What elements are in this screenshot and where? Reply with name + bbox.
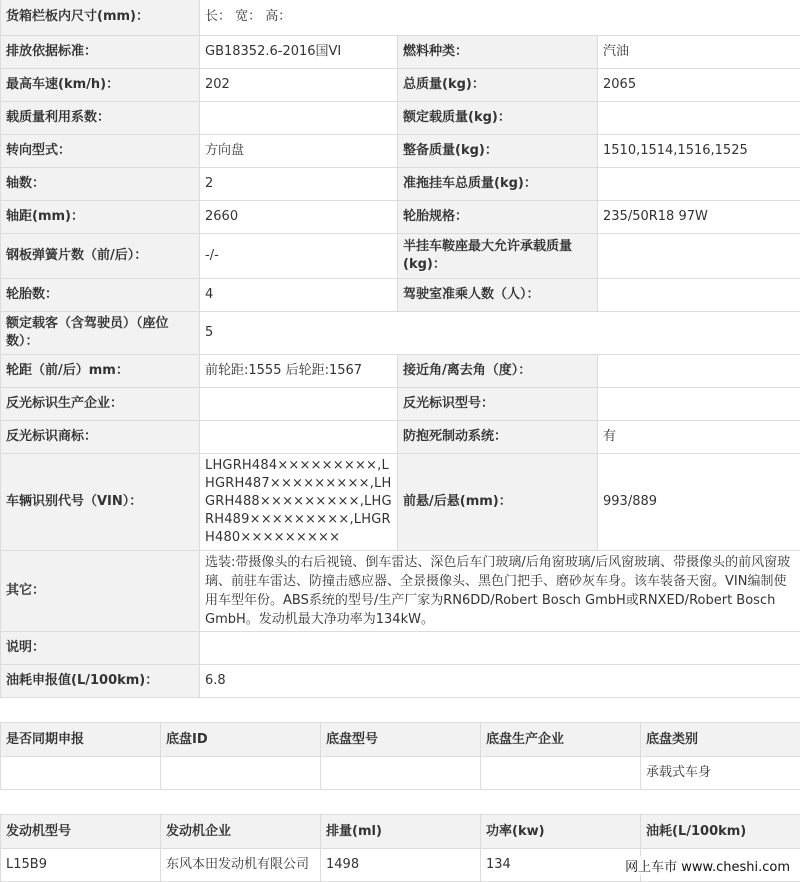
table-row <box>1 312 800 355</box>
label-abs: 防抱死制动系统： <box>398 421 598 454</box>
label-fuel-consumption: 油耗申报值(L/100km)： <box>1 665 200 698</box>
label-emission-standard: 排放依据标准： <box>1 36 200 69</box>
table-row <box>1 355 800 388</box>
label-steering: 转向型式： <box>1 135 200 168</box>
label-fuel-type: 燃料种类： <box>398 36 598 69</box>
column-header: 发动机型号 <box>1 815 161 849</box>
table-cell: 东风本田发动机有限公司 <box>161 849 321 882</box>
value-reflector-model <box>598 388 800 421</box>
table-row <box>1 632 800 665</box>
value-notes <box>200 632 800 665</box>
table-row <box>1 102 800 135</box>
label-reflector-brand: 反光标识商标： <box>1 421 200 454</box>
label-tire-count: 轮胎数： <box>1 279 200 312</box>
value-max-speed: 202 <box>200 69 398 102</box>
table-header-row <box>1 723 800 757</box>
value-load-coefficient <box>200 102 398 135</box>
value-wheelbase: 2660 <box>200 201 398 234</box>
column-header: 底盘ID <box>161 723 321 757</box>
column-header: 发动机企业 <box>161 815 321 849</box>
table-row <box>1 234 800 279</box>
table-cell: 134 <box>481 849 641 882</box>
value-vin: LHGRH484×××××××××,LHGRH487×××××××××,LHGRH488×××××××××,LHGRH489×××××××××,LHGRH480××××××××× <box>200 454 398 551</box>
value-other: 选装:带摄像头的右后视镜、倒车雷达、深色后车门玻璃/后角窗玻璃/后风窗玻璃、带摄像头的前风窗玻璃、前驻车雷达、防撞击感应器、全景摄像头、黑色门把手、磨砂灰车身。该车装备天窗。VIN编制使用车型年份。ABS系统的型号/生产厂家为RN6DD/Robert Bosch GmbH或RNXED/Robert Bosch GmbH。发动机最大净功率为134kW。 <box>200 551 800 632</box>
value-trailer-mass <box>598 168 800 201</box>
table-cell <box>481 757 641 790</box>
label-reflector-maker: 反光标识生产企业： <box>1 388 200 421</box>
table-row <box>1 665 800 698</box>
value-steering: 方向盘 <box>200 135 398 168</box>
table-row <box>1 36 800 69</box>
table-row <box>1 201 800 234</box>
value-tire-count: 4 <box>200 279 398 312</box>
label-rated-load: 额定载质量(kg)： <box>398 102 598 135</box>
label-wheelbase: 轴距(mm)： <box>1 201 200 234</box>
value-cab-occupants <box>598 279 800 312</box>
label-cab-occupants: 驾驶室准乘人数（人）： <box>398 279 598 312</box>
table-cell <box>1 757 161 790</box>
table-row <box>1 168 800 201</box>
label-gross-mass: 总质量(kg)： <box>398 69 598 102</box>
value-abs: 有 <box>598 421 800 454</box>
table-row <box>1 135 800 168</box>
value-rated-load <box>598 102 800 135</box>
value-axles: 2 <box>200 168 398 201</box>
watermark-bottom: 网上车市 www.cheshi.com <box>621 856 794 875</box>
value-cargo-dims: 长： 宽： 高： <box>200 0 800 36</box>
table-row <box>1 757 800 790</box>
label-tire-spec: 轮胎规格： <box>398 201 598 234</box>
column-header: 底盘生产企业 <box>481 723 641 757</box>
table-row <box>1 279 800 312</box>
value-overhang: 993/889 <box>598 454 800 551</box>
column-header: 底盘型号 <box>321 723 481 757</box>
label-approach-departure: 接近角/离去角（度）： <box>398 355 598 388</box>
value-reflector-maker <box>200 388 398 421</box>
label-other: 其它： <box>1 551 200 632</box>
value-tire-spec: 235/50R18 97W <box>598 201 800 234</box>
label-reflector-model: 反光标识型号： <box>398 388 598 421</box>
column-header: 是否同期申报 <box>1 723 161 757</box>
column-header: 油耗(L/100km) <box>641 815 800 849</box>
column-header: 排量(ml) <box>321 815 481 849</box>
value-curb-mass: 1510,1514,1516,1525 <box>598 135 800 168</box>
value-fuel-consumption: 6.8 <box>200 665 800 698</box>
label-vin: 车辆识别代号（VIN）： <box>1 454 200 551</box>
value-leaf-springs: -/- <box>200 234 398 279</box>
label-cargo-dims: 货箱栏板内尺寸(mm)： <box>1 0 200 36</box>
table-row <box>1 388 800 421</box>
value-reflector-brand <box>200 421 398 454</box>
table-row <box>1 0 800 36</box>
column-header: 功率(kw) <box>481 815 641 849</box>
value-track-width: 前轮距:1555 后轮距:1567 <box>200 355 398 388</box>
table-row <box>1 454 800 551</box>
label-trailer-mass: 准拖挂车总质量(kg)： <box>398 168 598 201</box>
label-axles: 轴数： <box>1 168 200 201</box>
value-emission-standard: GB18352.6-2016国VI <box>200 36 398 69</box>
table-header-row <box>1 815 800 849</box>
value-fuel-type: 汽油 <box>598 36 800 69</box>
value-rated-seats: 5 <box>200 312 800 355</box>
table-cell <box>161 757 321 790</box>
table-row <box>1 551 800 632</box>
value-approach-departure <box>598 355 800 388</box>
column-header: 底盘类别 <box>641 723 800 757</box>
label-rated-seats: 额定载客（含驾驶员）（座位数）： <box>1 312 200 355</box>
label-max-speed: 最高车速(km/h)： <box>1 69 200 102</box>
table-cell: 1498 <box>321 849 481 882</box>
table-cell <box>321 757 481 790</box>
label-leaf-springs: 钢板弹簧片数（前/后）： <box>1 234 200 279</box>
value-gross-mass: 2065 <box>598 69 800 102</box>
table-row <box>1 421 800 454</box>
chassis-table <box>0 722 800 790</box>
label-load-coefficient: 载质量利用系数： <box>1 102 200 135</box>
value-saddle-load <box>598 234 800 279</box>
label-notes: 说明： <box>1 632 200 665</box>
label-saddle-load: 半挂车鞍座最大允许承载质量(kg)： <box>398 234 598 279</box>
label-curb-mass: 整备质量(kg)： <box>398 135 598 168</box>
table-cell: L15B9 <box>1 849 161 882</box>
label-track-width: 轮距（前/后）mm： <box>1 355 200 388</box>
label-overhang: 前悬/后悬(mm)： <box>398 454 598 551</box>
table-cell: 承载式车身 <box>641 757 800 790</box>
table-row <box>1 69 800 102</box>
